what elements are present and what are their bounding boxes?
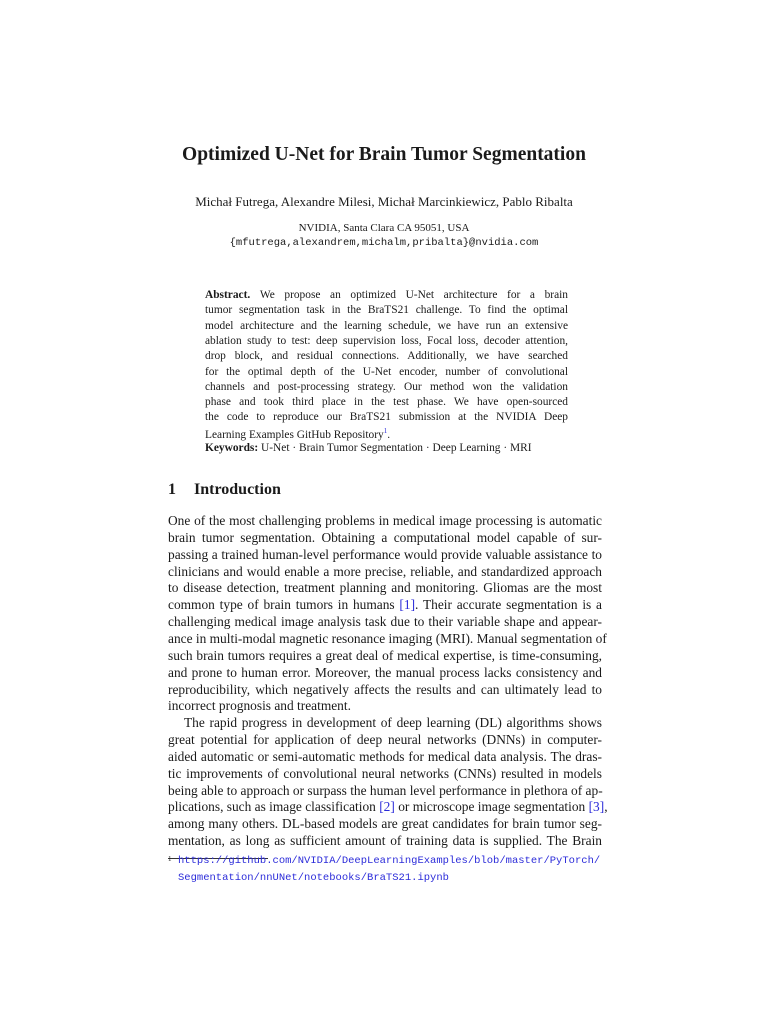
line-text: passing a trained human-level performance would provide valuable assistance to (168, 546, 602, 562)
footnote-line (168, 855, 601, 867)
line-text: , (604, 799, 608, 815)
author-emails: {mfutrega,alexandrem,michalm,pribalta}@nvidia.com (229, 237, 539, 249)
keywords-text: U-Net · Brain Tumor Segmentation · Deep Learning · MRI (261, 442, 532, 454)
paragraph-line (168, 816, 602, 832)
paragraph-line (168, 648, 602, 664)
line-text: or microscope image segmentation (394, 799, 589, 815)
abstract-line (205, 289, 568, 301)
line-text: The rapid progress in development of deep learning (DL) algorithms shows (184, 715, 602, 731)
line-text: brain tumor segmentation. Obtaining a computational model capable of sur- (168, 529, 602, 545)
paragraph-line (168, 564, 602, 580)
paper-title: Optimized U-Net for Brain Tumor Segmentation (182, 144, 586, 165)
abstract-line (205, 396, 568, 408)
line-text: being able to approach or surpass the human level performance in plethora of ap- (168, 782, 603, 798)
line-text: challenging medical image analysis task due to their variable shape and appear- (168, 614, 602, 630)
author-list: Michał Futrega, Alexandre Milesi, Michał Marcinkiewicz, Pablo Ribalta (195, 194, 573, 209)
paragraph-line (168, 597, 602, 613)
line-text: . Their accurate segmentation is a (415, 597, 602, 613)
line-text: mentation, as long as sufficient amount of training data is supplied. The Brain (168, 833, 602, 849)
line-text: and prone to human error. Moreover, the manual process lacks consistency and (168, 664, 602, 680)
paragraph-line (168, 833, 602, 849)
keywords-label: Keywords: (205, 442, 259, 454)
abstract-text: Learning Examples GitHub Repository (205, 428, 384, 441)
line-text: great potential for application of deep neural networks (DNNs) in computer- (168, 732, 602, 748)
abstract-line (205, 320, 568, 332)
paragraph-line (168, 732, 602, 748)
line-text: among many others. DL-based models are great candidates for brain tumor seg- (168, 816, 602, 832)
abstract-line (205, 350, 568, 362)
line-text: aided automatic or semi-automatic methods for medical data analysis. The dras- (168, 748, 602, 764)
paragraph-line (168, 614, 602, 630)
footnote-mark: 1 (168, 855, 172, 863)
line-text: ance in multi-modal magnetic resonance imaging (MRI). Manual segmentation of (168, 630, 607, 646)
section-heading (168, 481, 281, 499)
affiliation: NVIDIA, Santa Clara CA 95051, USA (298, 222, 470, 234)
citation-link[interactable]: [3] (588, 799, 605, 815)
abstract-line (205, 427, 568, 441)
line-text: common type of brain tumors in humans (168, 597, 400, 613)
section-number: 1 (168, 481, 176, 498)
abstract-line (205, 304, 568, 316)
abstract-line (205, 366, 568, 378)
citation-link[interactable]: [2] (379, 799, 395, 815)
abstract-text: model architecture and the learning schedule, we have run an extensive (205, 319, 568, 332)
line-text: reproducibility, which negatively affects the results and can ultimately lead to (168, 681, 602, 697)
footnote-ref[interactable]: 1 (383, 426, 388, 435)
line-text: incorrect prognosis and treatment. (168, 698, 351, 714)
section-title: Introduction (194, 481, 281, 498)
abstract-text: the code to reproduce our BraTS21 submission at the NVIDIA Deep (205, 411, 568, 424)
abstract-text: channels and post-processing strategy. Our method won the validation (205, 380, 568, 393)
citation-link[interactable]: [1] (399, 597, 416, 613)
paragraph-line (168, 547, 602, 563)
paragraph-line (168, 698, 602, 714)
abstract-line (205, 335, 568, 347)
abstract-text: drop block, and residual connections. Additionally, we have searched (205, 350, 568, 363)
abstract-text: tumor segmentation task in the BraTS21 challenge. To find the optimal (205, 304, 568, 317)
line-text: tic improvements of convolutional neural networks (CNNs) resulted in models (168, 765, 602, 781)
paragraph-line (168, 665, 602, 681)
footnote-line (178, 872, 449, 884)
abstract-text: We propose an optimized U-Net architecture for a brain (259, 289, 568, 301)
line-text: One of the most challenging problems in medical image processing is automatic (168, 513, 602, 528)
abstract-text: for the optimal depth of the U-Net encoder, number of convolutional (205, 365, 568, 378)
paragraph-line (168, 513, 602, 529)
line-text: such brain tumors requires a great deal of medical expertise, is time-consuming, (168, 647, 602, 663)
abstract-text: phase and took third place in the test phase. We have open-sourced (205, 396, 568, 409)
paragraph-line (168, 783, 602, 799)
keywords (205, 442, 532, 454)
abstract-label: Abstract. (205, 289, 260, 301)
paragraph-line (168, 749, 602, 765)
paragraph-line (184, 715, 602, 731)
abstract-line (205, 411, 568, 423)
paragraph-line (168, 682, 602, 698)
paragraph-line (168, 580, 602, 596)
abstract-text: . (387, 428, 391, 441)
abstract-text: ablation study to test: deep supervision loss, Focal loss, decoder attention, (205, 334, 568, 347)
paragraph-line (168, 799, 608, 815)
paragraph-line (168, 530, 602, 546)
line-text: plications, such as image classification (168, 799, 380, 815)
footnote-url[interactable]: https://github.com/NVIDIA/DeepLearningExamples/blob/master/PyTorch/ (178, 855, 601, 867)
line-text: clinicians and would enable a more precise, reliable, and standardized approach (168, 563, 602, 579)
footnote-url[interactable]: Segmentation/nnUNet/notebooks/BraTS21.ipynb (178, 872, 449, 884)
abstract-line (205, 381, 568, 393)
line-text: to disease detection, treatment planning and monitoring. Gliomas are the most (168, 580, 602, 596)
paragraph-line (168, 630, 607, 647)
paragraph-line (168, 766, 602, 782)
